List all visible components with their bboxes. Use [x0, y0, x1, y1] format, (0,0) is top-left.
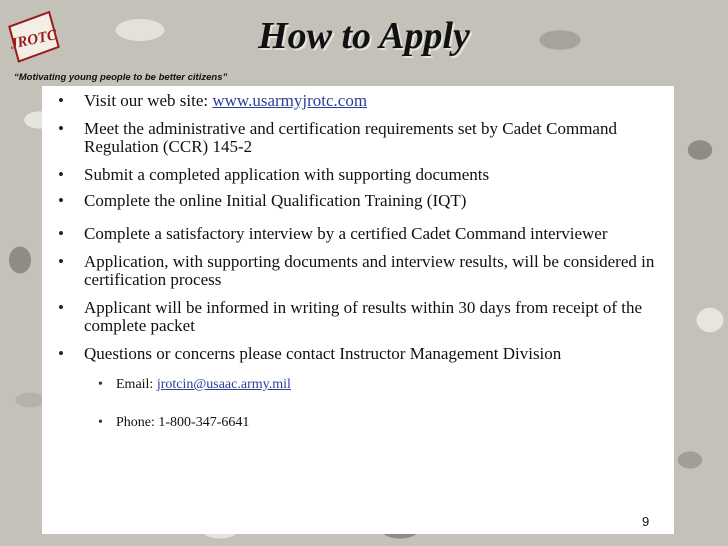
title-band: [0, 0, 728, 88]
list-item: [58, 120, 668, 156]
sub-list-item: [58, 415, 668, 431]
list-item-text: Complete the online Initial Qualification Training (IQT): [84, 191, 467, 210]
list-item-text: Submit a completed application with supporting documents: [84, 165, 490, 184]
list-item: [58, 166, 668, 184]
list-item-text: Application, with supporting documents and interview results, will be considered in certification process: [84, 252, 655, 289]
list-item-text: Complete a satisfactory interview by a certified Cadet Command interviewer: [84, 224, 608, 243]
list-item: [58, 299, 668, 335]
bullet-dot: •: [58, 91, 64, 110]
list-item: [58, 92, 668, 110]
bullet-dot: •: [58, 298, 64, 317]
list-item: [58, 225, 668, 243]
bullet-dot: •: [58, 344, 64, 363]
tagline: “Motivating young people to be better citizens”: [14, 72, 228, 83]
bullet-dot: •: [58, 165, 64, 184]
svg-text:JROTC: JROTC: [8, 27, 59, 53]
list-item-text: Visit our web site:: [84, 91, 213, 110]
list-item-text: Applicant will be informed in writing of results within 30 days from receipt of the complete packet: [84, 298, 643, 335]
phone-label: Phone: 1-800-347-6641: [116, 415, 250, 430]
bullet-list: [58, 90, 668, 431]
sub-list-item: [58, 377, 668, 393]
bullet-dot: •: [98, 377, 103, 392]
website-link[interactable]: www.usarmyjrotc.com: [212, 91, 368, 110]
bullet-dot: •: [98, 415, 103, 430]
list-item-text: Questions or concerns please contact Instructor Management Division: [84, 344, 562, 363]
page-title: How to Apply: [258, 15, 470, 57]
email-label: Email:: [116, 377, 157, 392]
list-item: [58, 345, 668, 363]
page-number: 9: [642, 514, 650, 529]
list-item: [58, 253, 668, 289]
list-item-text: Meet the administrative and certification requirements set by Cadet Command Regulation (CCR) 145-2: [84, 119, 617, 156]
list-item: [58, 192, 668, 210]
bullet-dot: •: [58, 119, 64, 138]
email-link[interactable]: jrotcin@usaac.army.mil: [156, 377, 291, 392]
bullet-dot: •: [58, 252, 64, 271]
bullet-dot: •: [58, 224, 64, 243]
bullet-dot: •: [58, 191, 64, 210]
